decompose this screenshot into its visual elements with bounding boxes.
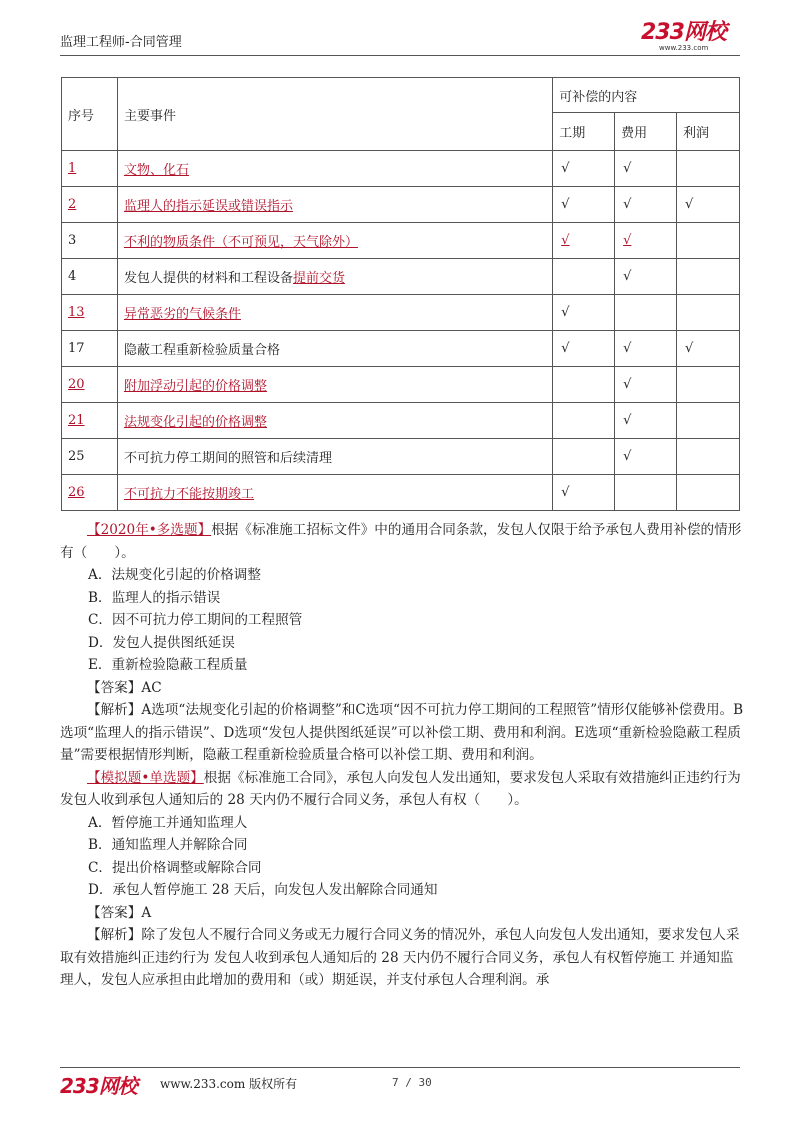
cell-time: √	[561, 233, 570, 248]
row-number: 17	[62, 331, 118, 367]
question-1-analysis	[60, 699, 745, 767]
page-number: 7 / 30	[392, 1076, 432, 1089]
row-event: 不可抗力不能按期竣工	[123, 487, 254, 502]
question-1-answer	[60, 677, 745, 700]
row-number: 3	[62, 223, 118, 259]
cell-profit	[677, 295, 740, 331]
analysis-label: 【解析】	[87, 702, 142, 718]
question-2-option-b: B．通知监理人并解除合同	[88, 837, 248, 853]
row-number-link[interactable]: 26	[68, 485, 85, 500]
cell-profit	[677, 439, 740, 475]
question-1-option-d: D．发包人提供图纸延误	[88, 634, 235, 651]
cell-time	[553, 403, 615, 439]
header-time: 工期	[553, 113, 615, 151]
row-event: 文物、化石	[123, 163, 189, 178]
row-number-link[interactable]: 13	[68, 305, 85, 320]
cell-profit: √	[677, 331, 740, 367]
row-event: 法规变化引起的价格调整	[123, 415, 267, 430]
logo-url: www.233.com	[659, 44, 709, 52]
cell-time	[553, 259, 615, 295]
question-2-option-d: D．承包人暂停施工 28 天后，向发包人发出解除合同通知	[88, 882, 438, 898]
cell-cost: √	[615, 151, 677, 187]
question-2-option-a: A．暂停施工并通知监理人	[88, 814, 248, 831]
footer-copyright: www.233.com 版权所有	[160, 1077, 298, 1091]
header-compensation: 可补偿的内容	[553, 78, 740, 113]
cell-time: √	[553, 331, 615, 367]
compensation-table	[61, 77, 740, 511]
table-row	[62, 259, 740, 295]
cell-profit	[677, 151, 740, 187]
header-profit: 利润	[677, 113, 740, 151]
cell-cost	[615, 295, 677, 331]
answer-label: 【答案】	[87, 904, 142, 921]
header-seq: 序号	[62, 78, 118, 151]
row-number-link[interactable]: 1	[68, 161, 77, 176]
row-event: 监理人的指示延误或错误指示	[123, 199, 293, 214]
table-row	[62, 367, 740, 403]
question-2-stem	[60, 767, 745, 812]
table-row	[62, 223, 740, 259]
table-row	[62, 403, 740, 439]
question-1-option-a: A．法规变化引起的价格调整	[88, 567, 261, 583]
row-number-link[interactable]: 20	[68, 377, 85, 392]
cell-profit: √	[677, 187, 740, 223]
cell-cost: √	[615, 403, 677, 439]
cell-cost: √	[615, 259, 677, 295]
question-1-stem	[60, 519, 745, 564]
row-number-link[interactable]: 2	[68, 197, 77, 212]
document-header-title: 监理工程师-合同管理	[60, 35, 182, 50]
brand-logo	[641, 22, 741, 52]
question-1-option-c: C．因不可抗力停工期间的工程照管	[88, 612, 303, 628]
header-event: 主要事件	[117, 78, 552, 151]
cell-profit	[677, 223, 740, 259]
cell-cost: √	[615, 439, 677, 475]
header-cost: 费用	[615, 113, 677, 151]
table-row	[62, 475, 740, 511]
cell-cost: √	[615, 187, 677, 223]
cell-time: √	[553, 187, 615, 223]
analysis-text: A选项“法规变化引起的价格调整”和C选项“因不可抗力停工期间的工程照管”情形仅能够补偿费用。B选项“监理人的指示错误”、D选项“发包人提供图纸延误”可以补偿工期、费用和利润。E选项“重新检验隐蔽工程质量”需要根据情形判断，隐蔽工程重新检验质量合格可以补偿工期、费用和利润。	[60, 702, 744, 763]
cell-cost: √	[615, 331, 677, 367]
analysis-text: 除了发包人不履行合同义务或无力履行合同义务的情况外，承包人向发包人发出通知，要求发包人采取有效措施纠正违约行为 发包人收到承包人通知后的 28 天内仍不履行合同义务，承包人有权暂停施工 并通知监理人，发包人应承担由此增加的费用和（或）期延误，并支付承包人合理利润。承	[60, 927, 740, 988]
cell-profit	[677, 475, 740, 511]
question-1-option-e: E．重新检验隐蔽工程质量	[88, 657, 248, 673]
cell-profit	[677, 367, 740, 403]
row-event: 不利的物质条件（不可预见，天气除外）	[123, 235, 358, 250]
cell-cost: √	[623, 233, 632, 248]
question-1-tag: 【2020年•多选题】	[87, 522, 212, 538]
cell-time: √	[553, 475, 615, 511]
table-row	[62, 151, 740, 187]
row-event-prefix: 发包人提供的材料和工程设备	[123, 271, 293, 286]
questions-section	[60, 519, 745, 992]
footer-divider	[60, 1067, 740, 1068]
cell-time: √	[553, 151, 615, 187]
analysis-label: 【解析】	[87, 927, 142, 943]
table-row	[62, 331, 740, 367]
question-1-text: 根据《标准施工招标文件》中的通用合同条款，发包人仅限于给予承包人费用补偿的情形有（ ）。	[60, 522, 742, 561]
row-event: 附加浮动引起的价格调整	[123, 379, 267, 394]
row-event: 隐蔽工程重新检验质量合格	[117, 331, 552, 367]
table-row	[62, 187, 740, 223]
question-2-analysis	[60, 924, 745, 992]
logo-text: 233网校	[641, 20, 726, 45]
answer-value: AC	[141, 679, 162, 696]
question-1-option-b: B．监理人的指示错误	[88, 589, 221, 606]
cell-time	[553, 439, 615, 475]
cell-profit	[677, 403, 740, 439]
header-divider	[60, 55, 740, 56]
question-2-option-c: C．提出价格调整或解除合同	[88, 859, 262, 876]
row-number: 25	[62, 439, 118, 475]
cell-cost: √	[615, 367, 677, 403]
row-event: 不可抗力停工期间的照管和后续清理	[117, 439, 552, 475]
cell-time: √	[553, 295, 615, 331]
cell-time	[553, 367, 615, 403]
cell-profit	[677, 259, 740, 295]
row-event: 异常恶劣的气候条件	[123, 307, 241, 322]
question-2-answer	[60, 902, 745, 925]
table-row	[62, 295, 740, 331]
row-event-highlight: 提前交货	[292, 271, 345, 286]
table-row	[62, 439, 740, 475]
answer-value: A	[141, 904, 152, 921]
row-number: 4	[62, 259, 118, 295]
footer-logo: 233网校	[60, 1074, 137, 1098]
answer-label: 【答案】	[87, 679, 142, 696]
cell-cost	[615, 475, 677, 511]
row-number-link[interactable]: 21	[68, 413, 85, 428]
question-2-tag: 【模拟题•单选题】	[87, 769, 204, 786]
question-2-text: 根据《标准施工合同》，承包人向发包人发出通知，要求发包人采取有效措施纠正违约行为 发包人收到承包人通知后的 28 天内仍不履行合同义务，承包人有权（ ）。	[60, 769, 741, 808]
